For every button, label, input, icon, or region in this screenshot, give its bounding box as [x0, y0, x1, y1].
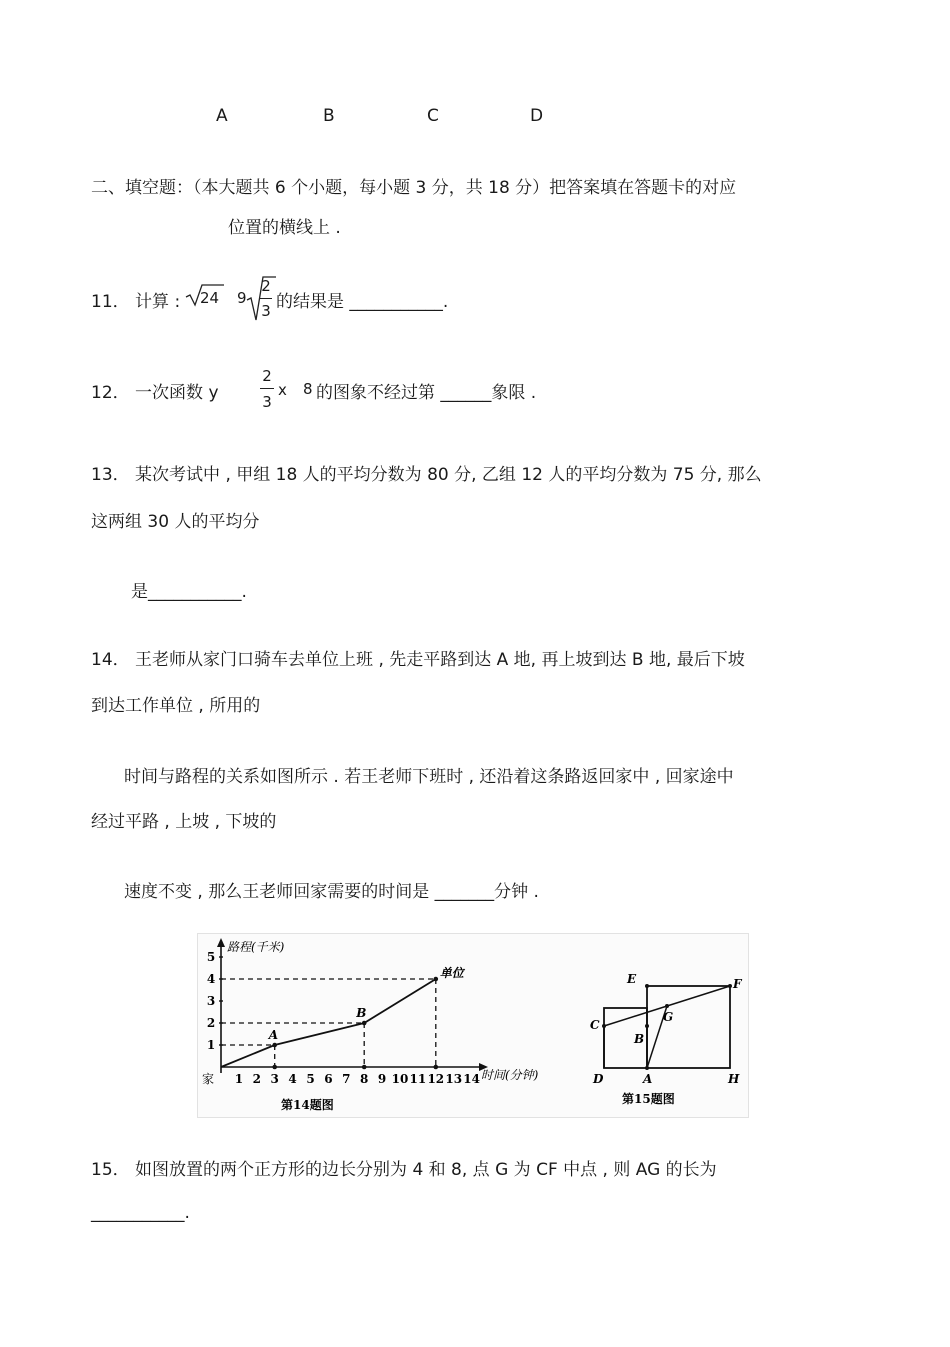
- label-b: B: [634, 1032, 645, 1046]
- x-axis-title: 时间(分钟): [481, 1068, 539, 1082]
- data-point: [272, 1043, 277, 1048]
- q12-constant: 8: [303, 380, 313, 398]
- x-tick-label: 13: [445, 1072, 463, 1086]
- q15-line2: ___________.: [91, 1203, 190, 1223]
- x-tick-label: 5: [306, 1072, 315, 1086]
- y-tick-label: 2: [206, 1016, 216, 1030]
- data-point: [434, 977, 439, 982]
- axis-point: [272, 1065, 277, 1070]
- label-g: G: [663, 1010, 674, 1024]
- section-title: 二、填空题：（本大题共 6 个小题，每小题 3 分，共 18 分）把答案填在答题卡的对应: [91, 178, 737, 198]
- q11-coefficient: 9: [237, 289, 247, 307]
- fraction-bar: [260, 298, 272, 299]
- axis-point: [362, 1065, 367, 1070]
- q12-numerator: 2: [262, 367, 272, 385]
- choice-b: B: [323, 106, 335, 126]
- choice-d: D: [530, 106, 544, 126]
- x-tick-label: 4: [288, 1072, 297, 1086]
- q11-suffix: 的结果是 ___________.: [276, 292, 449, 312]
- choice-c: C: [427, 106, 439, 126]
- origin-label: 家: [202, 1072, 215, 1086]
- q11-denominator: 3: [261, 302, 271, 320]
- q13-line1: 13． 某次考试中 , 甲组 18 人的平均分数为 80 分, 乙组 12 人的平均分数为 75 分, 那么: [91, 465, 762, 485]
- point-label: 单位: [439, 966, 464, 980]
- fraction-bar: [260, 388, 274, 389]
- q14-line5: 速度不变 , 那么王老师回家需要的时间是 _______分钟 .: [124, 882, 539, 902]
- point-e: [645, 984, 649, 988]
- choice-a: A: [216, 106, 228, 126]
- label-e: E: [627, 972, 637, 986]
- data-point: [362, 1021, 367, 1026]
- point-a: [645, 1066, 649, 1070]
- label-f: F: [733, 977, 742, 991]
- point-label: B: [356, 1006, 367, 1020]
- q14-line4: 经过平路 , 上坡 , 下坡的: [91, 812, 277, 832]
- x-tick-label: 1: [234, 1072, 244, 1086]
- point-f: [728, 984, 732, 988]
- label-h: H: [728, 1072, 740, 1086]
- q12-suffix: 的图象不经过第 ______象限 .: [316, 383, 537, 403]
- y-tick-label: 5: [206, 950, 216, 964]
- x-tick-label: 11: [409, 1072, 427, 1086]
- point-label: A: [268, 1028, 279, 1042]
- x-tick-label: 8: [360, 1072, 369, 1086]
- x-tick-label: 9: [377, 1072, 387, 1086]
- q14-line1: 14． 王老师从家门口骑车去单位上班 , 先走平路到达 A 地, 再上坡到达 B 地, 最后下坡: [91, 650, 745, 670]
- q11-radicand: 24: [200, 289, 220, 307]
- q14-line2: 到达工作单位 , 所用的: [91, 696, 261, 716]
- figures-panel: [197, 933, 749, 1118]
- point-c: [602, 1024, 606, 1028]
- q11-numerator: 2: [261, 277, 271, 295]
- q12-prefix: 12． 一次函数 y: [91, 383, 219, 403]
- point-g: [665, 1004, 669, 1008]
- q15-line1: 15． 如图放置的两个正方形的边长分别为 4 和 8, 点 G 为 CF 中点 , 则 AG 的长为: [91, 1160, 717, 1180]
- figure-14-caption: 第14题图: [281, 1098, 334, 1112]
- label-d: D: [593, 1072, 604, 1086]
- x-tick-label: 3: [270, 1072, 279, 1086]
- y-tick-label: 3: [206, 994, 216, 1008]
- x-tick-label: 6: [324, 1072, 333, 1086]
- x-tick-label: 10: [391, 1072, 409, 1086]
- q13-line3: 是___________.: [131, 582, 247, 602]
- section-title-cont: 位置的横线上 .: [228, 218, 341, 238]
- label-a: A: [643, 1072, 653, 1086]
- q12-denominator: 3: [262, 393, 272, 411]
- q13-line2: 这两组 30 人的平均分: [91, 512, 260, 532]
- axis-point: [434, 1065, 439, 1070]
- x-tick-label: 7: [342, 1072, 351, 1086]
- label-c: C: [590, 1018, 600, 1032]
- y-tick-label: 1: [206, 1038, 216, 1052]
- q11-prefix: 11． 计算 :: [91, 292, 181, 312]
- q14-line3: 时间与路程的关系如图所示 . 若王老师下班时 , 还沿着这条路返回家中 , 回家途中: [124, 767, 734, 787]
- point-b: [645, 1024, 649, 1028]
- y-axis-title: 路程(千米): [227, 940, 285, 954]
- q12-variable: x: [278, 381, 287, 399]
- x-tick-label: 12: [427, 1072, 445, 1086]
- x-tick-label: 14: [463, 1072, 480, 1086]
- x-tick-label: 2: [252, 1072, 261, 1086]
- y-tick-label: 4: [206, 972, 216, 986]
- figure-15-caption: 第15题图: [622, 1092, 675, 1106]
